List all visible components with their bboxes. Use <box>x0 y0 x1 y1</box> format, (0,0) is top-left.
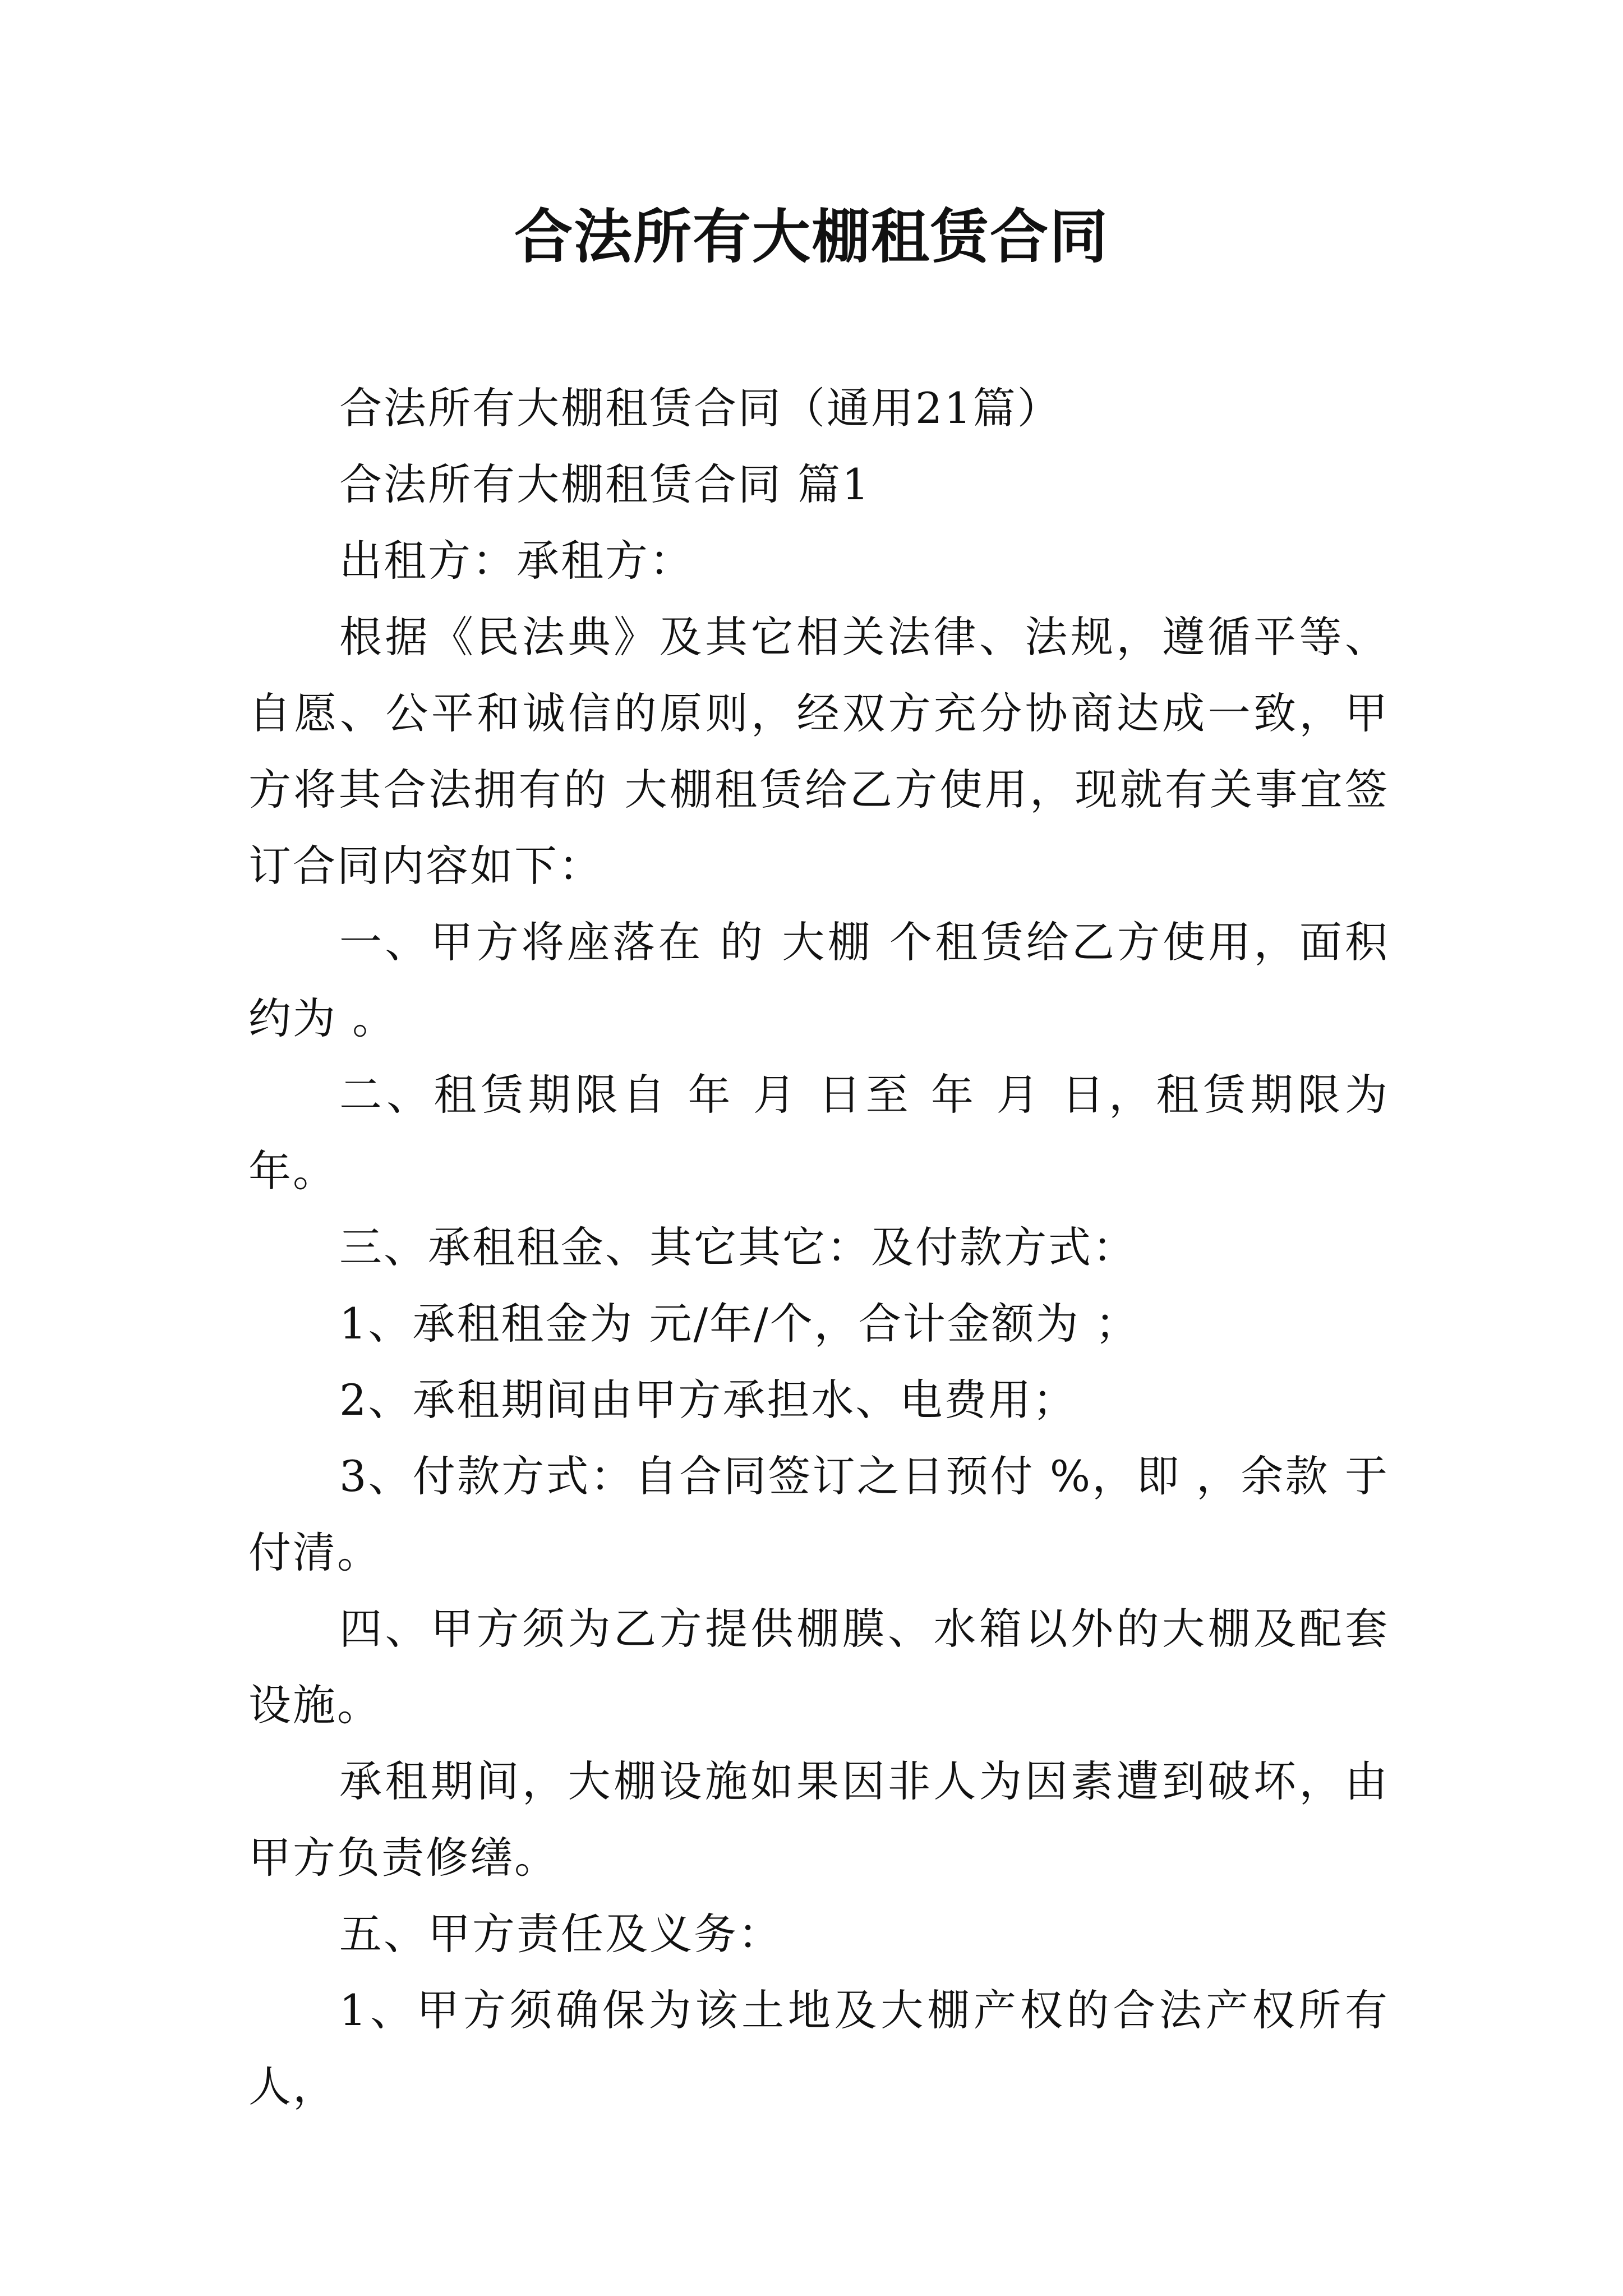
paragraph-clause-5-item-1: 1、甲方须确保为该土地及大棚产权的合法产权所有人， <box>248 1985 1389 2111</box>
paragraph-clause-4-note: 承租期间，大棚设施如果因非人为因素遭到破坏，由甲方负责修缮。 <box>248 1756 1389 1883</box>
paragraph-parties: 出租方：承租方： <box>339 536 694 586</box>
paragraph-preamble: 根据《民法典》及其它相关法律、法规，遵循平等、自愿、公平和诚信的原则，经双方充分协商达成一致，甲方将其合法拥有的 大棚租赁给乙方使用，现就有关事宜签订合同内容如下： <box>248 612 1389 891</box>
document-title: 合法所有大棚租赁合同 <box>514 202 1109 271</box>
document-body <box>248 370 1389 2125</box>
paragraph-clause-3-item-3: 3、付款方式：自合同签订之日预付 %，即 ，余款 于 付清。 <box>248 1451 1389 1577</box>
paragraph-clause-3-item-1: 1、承租租金为 元/年/个，合计金额为 ； <box>339 1299 1140 1349</box>
paragraph-clause-2: 二、租赁期限自 年 月 日至 年 月 日，租赁期限为 年。 <box>248 1070 1389 1196</box>
paragraph-clause-5: 五、甲方责任及义务： <box>339 1909 782 1959</box>
paragraph-clause-4: 四、甲方须为乙方提供棚膜、水箱以外的大棚及配套设施。 <box>248 1604 1389 1730</box>
paragraph-section-heading: 合法所有大棚租赁合同 篇1 <box>339 459 871 509</box>
paragraph-clause-3-item-2: 2、承租期间由甲方承担水、电费用； <box>339 1375 1077 1425</box>
paragraph-clause-3: 三、承租租金、其它其它：及付款方式： <box>339 1222 1137 1272</box>
paragraph-clause-1: 一、甲方将座落在 的 大棚 个租赁给乙方使用，面积约为 。 <box>248 917 1389 1043</box>
paragraph-subtitle: 合法所有大棚租赁合同（通用21篇） <box>339 383 1062 433</box>
